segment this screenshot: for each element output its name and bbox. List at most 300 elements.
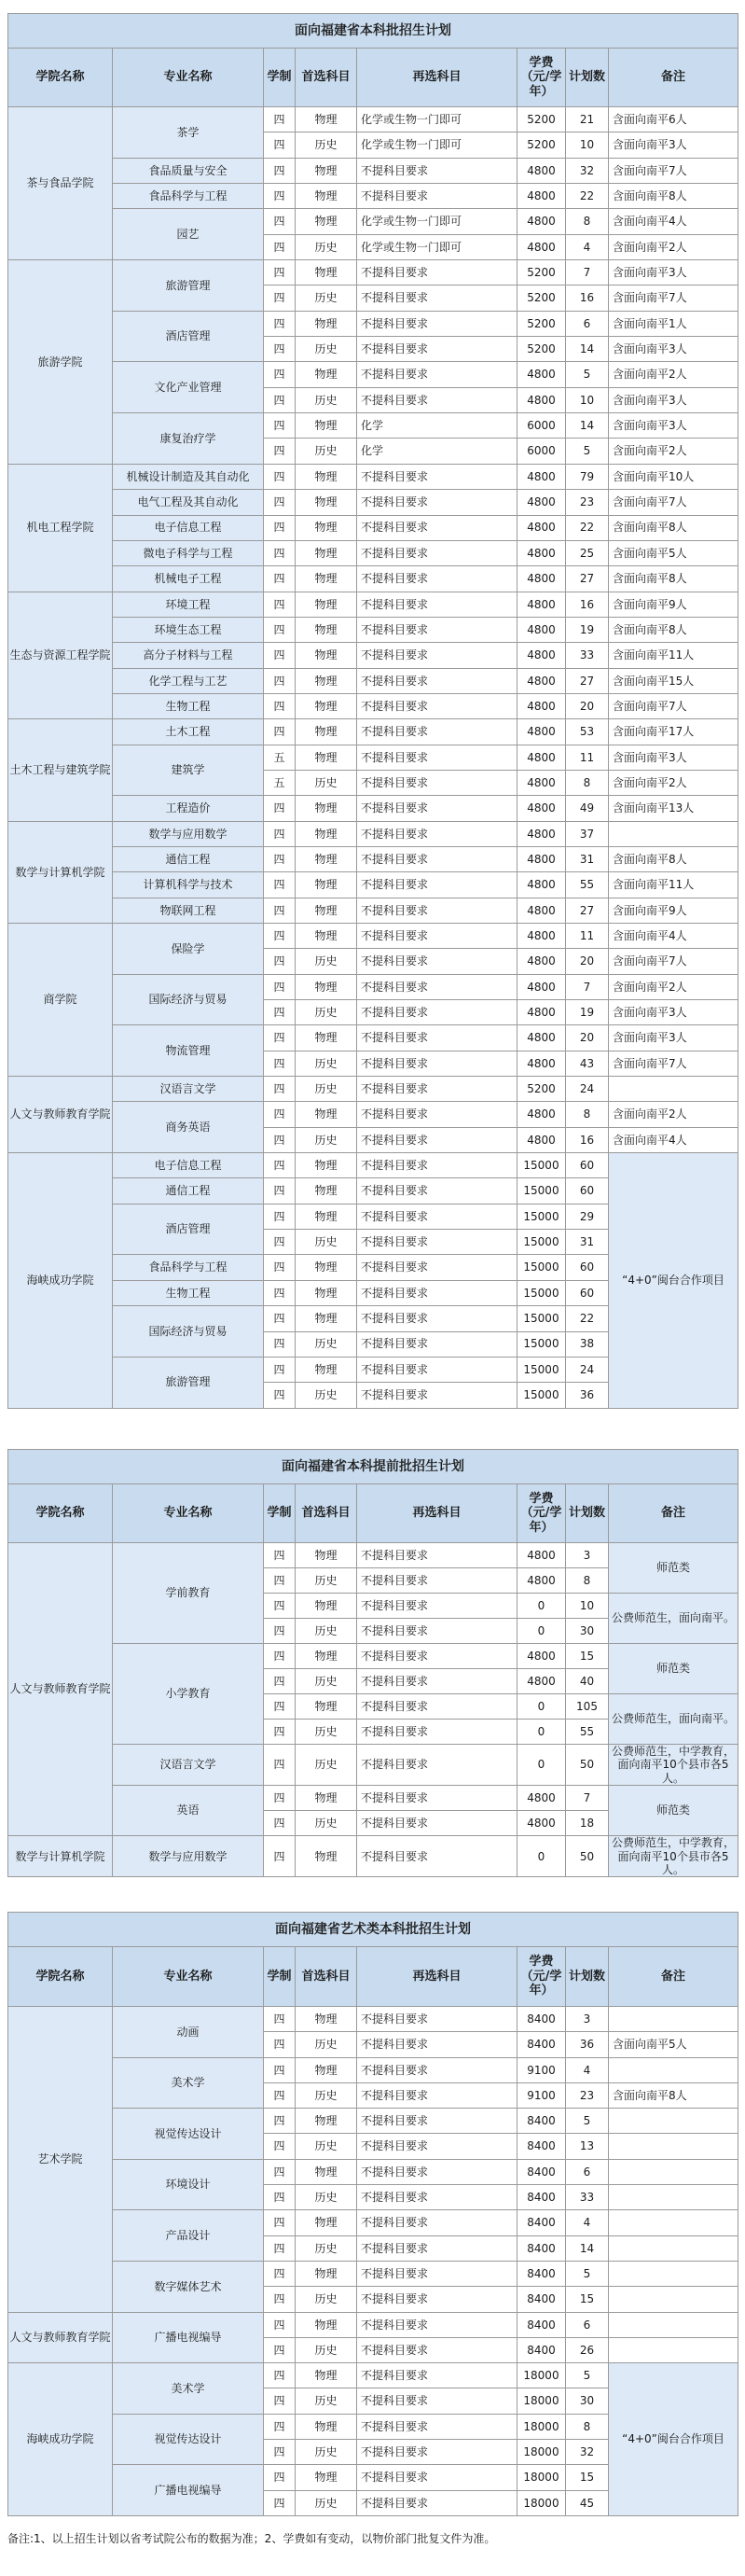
major-name: 美术学 [113, 2363, 264, 2415]
first-subject-cell: 物理 [296, 209, 357, 234]
years-cell: 四 [264, 2235, 296, 2261]
header-row [8, 1484, 738, 1543]
years-cell: 四 [264, 540, 296, 565]
header-years: 学制 [264, 1484, 296, 1543]
years-cell: 四 [264, 898, 296, 923]
plan-count-cell: 36 [566, 1383, 609, 1408]
note-cell [609, 2312, 738, 2337]
years-cell: 四 [264, 2388, 296, 2414]
major-name: 食品质量与安全 [113, 158, 264, 183]
plan-count-cell: 6 [566, 2159, 609, 2184]
major-name: 计算机科学与技术 [113, 872, 264, 898]
first-subject-cell: 物理 [296, 2159, 357, 2184]
reselect-subject-cell: 不提科目要求 [357, 1383, 517, 1408]
header-row [8, 49, 738, 107]
reselect-subject-cell: 不提科目要求 [357, 1357, 517, 1382]
college-name: 旅游学院 [8, 260, 113, 465]
plan-count-cell: 14 [566, 337, 609, 362]
fee-cell: 4800 [517, 643, 566, 668]
years-cell: 四 [264, 1811, 296, 1836]
plan-count-cell: 10 [566, 1594, 609, 1619]
reselect-subject-cell: 不提科目要求 [357, 184, 517, 209]
plan-count-cell: 20 [566, 949, 609, 974]
first-subject-cell: 物理 [296, 540, 357, 565]
major-name: 国际经济与贸易 [113, 974, 264, 1025]
plan-count-cell: 19 [566, 1000, 609, 1025]
fee-cell: 8400 [517, 2185, 566, 2210]
first-subject-cell: 物理 [296, 1357, 357, 1382]
reselect-subject-cell: 不提科目要求 [357, 821, 517, 846]
plan-count-cell: 16 [566, 592, 609, 617]
years-cell: 四 [264, 234, 296, 259]
first-subject-cell: 物理 [296, 846, 357, 871]
reselect-subject-cell: 化学或生物一门即可 [357, 107, 517, 132]
college-name: 海峡成功学院 [8, 1153, 113, 1408]
note-cell: 公费师范生，中学教育，面向南平10个县市各5人。 [609, 1836, 738, 1877]
note-cell: 含面向南平2人 [609, 439, 738, 464]
note-cell [609, 2287, 738, 2312]
table-row [8, 1786, 738, 1811]
note-cell: 含面向南平2人 [609, 362, 738, 387]
header-college: 学院名称 [8, 1484, 113, 1543]
plan-count-cell: 25 [566, 540, 609, 565]
fee-cell: 4800 [517, 949, 566, 974]
fee-cell: 4800 [517, 566, 566, 592]
first-subject-cell: 物理 [296, 184, 357, 209]
plan-count-cell: 14 [566, 413, 609, 439]
major-name: 产品设计 [113, 2210, 264, 2262]
plan-count-cell: 16 [566, 1127, 609, 1152]
major-name: 电子信息工程 [113, 515, 264, 540]
note-cell [609, 2159, 738, 2184]
first-subject-cell: 历史 [296, 2490, 357, 2515]
fee-cell: 15000 [517, 1331, 566, 1357]
note-cell: 含面向南平4人 [609, 209, 738, 234]
fee-cell: 4800 [517, 1025, 566, 1051]
note-cell: 含面向南平3人 [609, 337, 738, 362]
fee-cell: 8400 [517, 2261, 566, 2286]
plan-count-cell: 11 [566, 924, 609, 949]
reselect-subject-cell: 不提科目要求 [357, 1836, 517, 1877]
years-cell: 四 [264, 1357, 296, 1382]
note-cell: 含面向南平8人 [609, 515, 738, 540]
plan-count-cell: 27 [566, 898, 609, 923]
first-subject-cell: 物理 [296, 2057, 357, 2082]
note-cell: 含面向南平1人 [609, 311, 738, 336]
reselect-subject-cell: 不提科目要求 [357, 311, 517, 336]
major-name: 环境设计 [113, 2159, 264, 2210]
fee-cell: 4800 [517, 1000, 566, 1025]
years-cell: 四 [264, 1051, 296, 1076]
years-cell: 五 [264, 770, 296, 795]
fee-cell: 4800 [517, 490, 566, 515]
first-subject-cell: 物理 [296, 490, 357, 515]
first-subject-cell: 物理 [296, 1786, 357, 1811]
years-cell: 四 [264, 464, 296, 489]
first-subject-cell: 物理 [296, 1543, 357, 1568]
first-subject-cell: 物理 [296, 2210, 357, 2235]
plan-count-cell: 22 [566, 1306, 609, 1331]
reselect-subject-cell: 不提科目要求 [357, 515, 517, 540]
note-cell: 含面向南平2人 [609, 234, 738, 259]
years-cell: 四 [264, 1331, 296, 1357]
years-cell: 四 [264, 643, 296, 668]
plan-count-cell: 14 [566, 2235, 609, 2261]
fee-cell: 0 [517, 1619, 566, 1644]
first-subject-cell: 物理 [296, 2261, 357, 2286]
years-cell: 四 [264, 2210, 296, 2235]
plan-count-cell: 13 [566, 2134, 609, 2159]
major-name: 机械设计制造及其自动化 [113, 464, 264, 489]
fee-cell: 5200 [517, 132, 566, 158]
plan-count-cell: 32 [566, 2440, 609, 2465]
plan-count-cell: 6 [566, 311, 609, 336]
major-name: 环境生态工程 [113, 617, 264, 642]
reselect-subject-cell: 不提科目要求 [357, 2007, 517, 2032]
years-cell: 四 [264, 2414, 296, 2439]
first-subject-cell: 历史 [296, 132, 357, 158]
plan-table [7, 1912, 738, 2516]
plan-count-cell: 24 [566, 1077, 609, 1102]
first-subject-cell: 物理 [296, 872, 357, 898]
table-row [8, 1102, 738, 1127]
table-row [8, 1543, 738, 1568]
years-cell: 四 [264, 209, 296, 234]
first-subject-cell: 物理 [296, 898, 357, 923]
years-cell: 四 [264, 1306, 296, 1331]
header-fee: 学费（元/学年） [517, 49, 566, 107]
first-subject-cell: 物理 [296, 796, 357, 821]
first-subject-cell: 历史 [296, 2287, 357, 2312]
first-subject-cell: 历史 [296, 439, 357, 464]
header-fee: 学费（元/学年） [517, 1947, 566, 2007]
major-name: 数字媒体艺术 [113, 2261, 264, 2312]
fee-cell: 0 [517, 1836, 566, 1877]
plan-count-cell: 7 [566, 260, 609, 285]
plan-count-cell: 15 [566, 1644, 609, 1669]
table-row [8, 719, 738, 745]
major-name: 食品科学与工程 [113, 1255, 264, 1280]
years-cell: 四 [264, 719, 296, 745]
plan-count-cell: 53 [566, 719, 609, 745]
reselect-subject-cell: 不提科目要求 [357, 924, 517, 949]
fee-cell: 4800 [517, 592, 566, 617]
plan-count-cell: 30 [566, 2388, 609, 2414]
fee-cell: 5200 [517, 260, 566, 285]
years-cell: 四 [264, 1644, 296, 1669]
note-cell: 含面向南平6人 [609, 107, 738, 132]
fee-cell: 4800 [517, 1543, 566, 1568]
years-cell: 四 [264, 1280, 296, 1305]
header-major: 专业名称 [113, 1947, 264, 2007]
years-cell: 四 [264, 2465, 296, 2490]
fee-cell: 4800 [517, 1568, 566, 1594]
header-first: 首选科目 [296, 49, 357, 107]
note-cell: 师范类 [609, 1644, 738, 1694]
table-row [8, 413, 738, 439]
reselect-subject-cell: 不提科目要求 [357, 1694, 517, 1720]
header-first: 首选科目 [296, 1947, 357, 2007]
years-cell: 四 [264, 924, 296, 949]
years-cell: 四 [264, 1000, 296, 1025]
fee-cell: 8400 [517, 2312, 566, 2337]
years-cell: 四 [264, 132, 296, 158]
first-subject-cell: 物理 [296, 2363, 357, 2388]
first-subject-cell: 物理 [296, 1153, 357, 1178]
years-cell: 四 [264, 821, 296, 846]
major-name: 动画 [113, 2007, 264, 2058]
note-cell: 含面向南平8人 [609, 617, 738, 642]
fee-cell: 5200 [517, 311, 566, 336]
plan-count-cell: 3 [566, 2007, 609, 2032]
fee-cell: 15000 [517, 1204, 566, 1229]
first-subject-cell: 物理 [296, 1694, 357, 1720]
footnote: 备注:1、以上招生计划以省考试院公布的数据为准；2、学费如有变动，以物价部门批复文件为准。 [7, 2532, 496, 2545]
note-cell: 含面向南平3人 [609, 260, 738, 285]
fee-cell: 15000 [517, 1383, 566, 1408]
plan-count-cell: 50 [566, 1745, 609, 1786]
plan-count-cell: 8 [566, 1102, 609, 1127]
first-subject-cell: 物理 [296, 515, 357, 540]
plan-count-cell: 38 [566, 1331, 609, 1357]
header-note: 备注 [609, 1947, 738, 2007]
note-cell: 含面向南平4人 [609, 924, 738, 949]
first-subject-cell: 历史 [296, 2388, 357, 2414]
table-advance-plan [7, 1449, 738, 1877]
first-subject-cell: 物理 [296, 592, 357, 617]
reselect-subject-cell: 不提科目要求 [357, 260, 517, 285]
major-name: 土木工程 [113, 719, 264, 745]
plan-count-cell: 3 [566, 1543, 609, 1568]
plan-count-cell: 22 [566, 515, 609, 540]
reselect-subject-cell: 不提科目要求 [357, 2440, 517, 2465]
years-cell: 四 [264, 1543, 296, 1568]
plan-count-cell: 7 [566, 974, 609, 999]
major-name: 康复治疗学 [113, 413, 264, 465]
first-subject-cell: 历史 [296, 2134, 357, 2159]
plan-count-cell: 30 [566, 1619, 609, 1644]
note-cell: 含面向南平7人 [609, 949, 738, 974]
years-cell: 四 [264, 1077, 296, 1102]
years-cell: 四 [264, 617, 296, 642]
fee-cell: 5200 [517, 1077, 566, 1102]
major-name: 视觉传达设计 [113, 2414, 264, 2465]
years-cell: 四 [264, 949, 296, 974]
reselect-subject-cell: 化学 [357, 413, 517, 439]
reselect-subject-cell: 不提科目要求 [357, 1619, 517, 1644]
table-row [8, 2312, 738, 2337]
first-subject-cell: 历史 [296, 1811, 357, 1836]
fee-cell: 8400 [517, 2337, 566, 2362]
fee-cell: 8400 [517, 2134, 566, 2159]
plan-count-cell: 16 [566, 285, 609, 311]
note-cell: 含面向南平17人 [609, 719, 738, 745]
note-cell [609, 2185, 738, 2210]
reselect-subject-cell: 不提科目要求 [357, 1644, 517, 1669]
plan-count-cell: 10 [566, 132, 609, 158]
reselect-subject-cell: 不提科目要求 [357, 898, 517, 923]
header-resel: 再选科目 [357, 1947, 517, 2007]
table-row [8, 490, 738, 515]
fee-cell: 4800 [517, 1786, 566, 1811]
first-subject-cell: 历史 [296, 1077, 357, 1102]
years-cell: 四 [264, 158, 296, 183]
years-cell: 四 [264, 2134, 296, 2159]
fee-cell: 8400 [517, 2235, 566, 2261]
table-row [8, 464, 738, 489]
major-name: 数学与应用数学 [113, 1836, 264, 1877]
group-note: “4+0”闽台合作项目 [609, 2363, 738, 2516]
first-subject-cell: 历史 [296, 234, 357, 259]
reselect-subject-cell: 化学或生物一门即可 [357, 132, 517, 158]
plan-count-cell: 4 [566, 234, 609, 259]
years-cell: 四 [264, 362, 296, 387]
years-cell: 四 [264, 1025, 296, 1051]
reselect-subject-cell: 不提科目要求 [357, 1153, 517, 1178]
years-cell: 四 [264, 1230, 296, 1255]
fee-cell: 4800 [517, 362, 566, 387]
major-name: 通信工程 [113, 846, 264, 871]
years-cell: 四 [264, 668, 296, 693]
major-name: 园艺 [113, 209, 264, 260]
years-cell: 四 [264, 285, 296, 311]
fee-cell: 8400 [517, 2007, 566, 2032]
table-row [8, 362, 738, 387]
note-cell: 含面向南平7人 [609, 285, 738, 311]
note-cell: 含面向南平8人 [609, 566, 738, 592]
years-cell: 四 [264, 1836, 296, 1877]
table-row [8, 617, 738, 642]
note-cell: 含面向南平5人 [609, 540, 738, 565]
fee-cell: 5200 [517, 337, 566, 362]
fee-cell: 4800 [517, 1102, 566, 1127]
reselect-subject-cell: 不提科目要求 [357, 362, 517, 387]
major-name: 建筑学 [113, 745, 264, 796]
first-subject-cell: 历史 [296, 1230, 357, 1255]
college-name: 土木工程与建筑学院 [8, 719, 113, 821]
first-subject-cell: 历史 [296, 285, 357, 311]
years-cell: 四 [264, 796, 296, 821]
first-subject-cell: 物理 [296, 1102, 357, 1127]
plan-count-cell: 5 [566, 362, 609, 387]
reselect-subject-cell: 不提科目要求 [357, 872, 517, 898]
reselect-subject-cell: 不提科目要求 [357, 1786, 517, 1811]
fee-cell: 8400 [517, 2287, 566, 2312]
first-subject-cell: 物理 [296, 2007, 357, 2032]
table-row [8, 2210, 738, 2235]
years-cell: 四 [264, 2261, 296, 2286]
first-subject-cell: 物理 [296, 745, 357, 770]
table-row [8, 2159, 738, 2184]
plan-count-cell: 105 [566, 1694, 609, 1720]
college-name: 数学与计算机学院 [8, 1836, 113, 1877]
years-cell: 四 [264, 2185, 296, 2210]
note-cell: 含面向南平7人 [609, 1051, 738, 1076]
college-name: 机电工程学院 [8, 464, 113, 592]
years-cell: 四 [264, 1594, 296, 1619]
plan-count-cell: 21 [566, 107, 609, 132]
plan-count-cell: 50 [566, 1836, 609, 1877]
table-row [8, 1836, 738, 1877]
college-name: 商学院 [8, 924, 113, 1077]
reselect-subject-cell: 不提科目要求 [357, 643, 517, 668]
table-row [8, 209, 738, 234]
college-name: 艺术学院 [8, 2007, 113, 2313]
major-name: 广播电视编导 [113, 2312, 264, 2363]
first-subject-cell: 物理 [296, 413, 357, 439]
years-cell: 四 [264, 2032, 296, 2057]
reselect-subject-cell: 不提科目要求 [357, 337, 517, 362]
reselect-subject-cell: 不提科目要求 [357, 745, 517, 770]
reselect-subject-cell: 不提科目要求 [357, 949, 517, 974]
first-subject-cell: 历史 [296, 1619, 357, 1644]
reselect-subject-cell: 不提科目要求 [357, 1178, 517, 1204]
reselect-subject-cell: 不提科目要求 [357, 1594, 517, 1619]
years-cell: 四 [264, 413, 296, 439]
reselect-subject-cell: 不提科目要求 [357, 1077, 517, 1102]
reselect-subject-cell: 不提科目要求 [357, 1051, 517, 1076]
major-name: 旅游管理 [113, 1357, 264, 1408]
fee-cell: 15000 [517, 1306, 566, 1331]
header-plan: 计划数 [566, 49, 609, 107]
years-cell: 四 [264, 490, 296, 515]
college-name: 数学与计算机学院 [8, 821, 113, 923]
table-row [8, 1644, 738, 1669]
header-plan: 计划数 [566, 1947, 609, 2007]
table-row [8, 643, 738, 668]
first-subject-cell: 历史 [296, 2082, 357, 2108]
plan-count-cell: 7 [566, 1786, 609, 1811]
reselect-subject-cell: 不提科目要求 [357, 2109, 517, 2134]
major-name: 旅游管理 [113, 260, 264, 312]
plan-table [7, 13, 738, 1409]
table-row [8, 796, 738, 821]
college-name: 茶与食品学院 [8, 107, 113, 260]
plan-count-cell: 29 [566, 1204, 609, 1229]
major-name: 视觉传达设计 [113, 2109, 264, 2160]
header-major: 专业名称 [113, 1484, 264, 1543]
table-title: 面向福建省本科提前批招生计划 [8, 1450, 738, 1484]
first-subject-cell: 历史 [296, 1383, 357, 1408]
fee-cell: 15000 [517, 1280, 566, 1305]
major-name: 电气工程及其自动化 [113, 490, 264, 515]
plan-count-cell: 24 [566, 1357, 609, 1382]
note-cell: 含面向南平3人 [609, 1025, 738, 1051]
plan-count-cell: 37 [566, 821, 609, 846]
plan-count-cell: 4 [566, 2210, 609, 2235]
college-name: 海峡成功学院 [8, 2363, 113, 2516]
years-cell: 四 [264, 1745, 296, 1786]
reselect-subject-cell: 不提科目要求 [357, 796, 517, 821]
table-row [8, 2109, 738, 2134]
fee-cell: 0 [517, 1720, 566, 1745]
reselect-subject-cell: 不提科目要求 [357, 2287, 517, 2312]
years-cell: 四 [264, 387, 296, 412]
plan-count-cell: 15 [566, 2465, 609, 2490]
plan-count-cell: 55 [566, 872, 609, 898]
plan-count-cell: 4 [566, 2057, 609, 2082]
reselect-subject-cell: 不提科目要求 [357, 285, 517, 311]
fee-cell: 4800 [517, 1644, 566, 1669]
reselect-subject-cell: 不提科目要求 [357, 1306, 517, 1331]
note-cell: 公费师范生，面向南平。 [609, 1594, 738, 1644]
plan-count-cell: 45 [566, 2490, 609, 2515]
plan-count-cell: 36 [566, 2032, 609, 2057]
years-cell: 四 [264, 566, 296, 592]
note-cell: 含面向南平2人 [609, 770, 738, 795]
years-cell: 四 [264, 2287, 296, 2312]
first-subject-cell: 物理 [296, 107, 357, 132]
